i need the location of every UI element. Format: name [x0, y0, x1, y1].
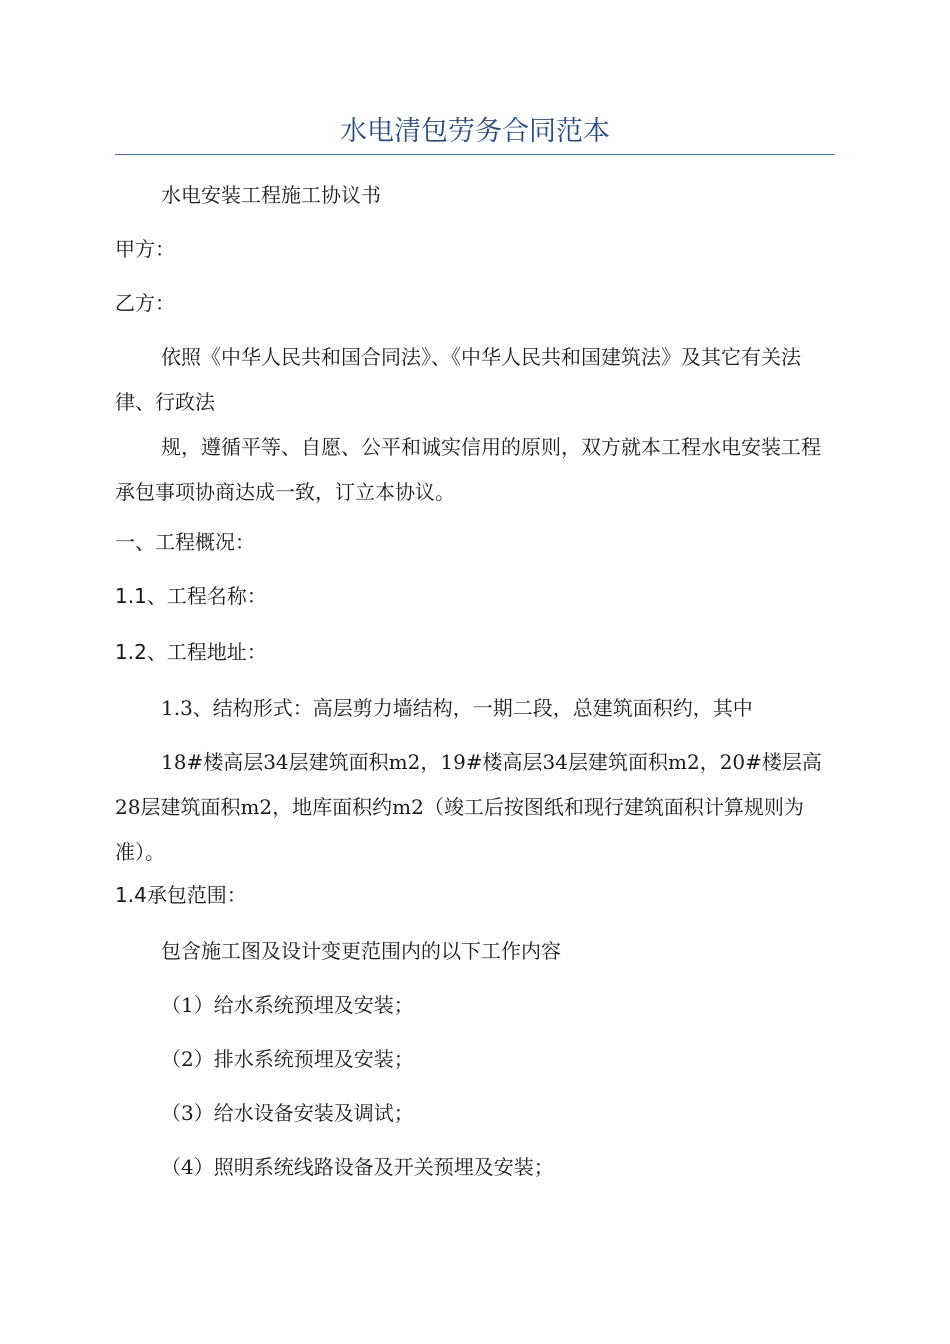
scope-item-4: （4）照明系统线路设备及开关预埋及安装； — [161, 1155, 554, 1179]
document-title: 水电清包劳务合同范本 — [340, 116, 610, 147]
item-text: 承包范围： — [146, 883, 247, 907]
item-contract-scope — [115, 873, 835, 918]
item-number: 1.1 — [115, 584, 147, 608]
item-number: 1.4 — [115, 883, 147, 907]
section-heading-overview: 一、工程概况： — [115, 530, 255, 554]
item-project-address — [115, 630, 835, 675]
scope-item-3: （3）给水设备安装及调试； — [161, 1101, 414, 1125]
legal-basis-paragraph: 依照《中华人民共和国合同法》、《中华人民共和国建筑法》及其它有关法律、行政法 — [115, 345, 801, 414]
scope-item-2: （2）排水系统预埋及安装； — [161, 1047, 414, 1071]
item-project-name — [115, 574, 835, 619]
item-number: 1.2 — [115, 640, 147, 664]
scope-item-1: （1）给水系统预埋及安装； — [161, 993, 414, 1017]
party-a-line: 甲方： — [115, 237, 175, 261]
item-text: 、工程地址： — [146, 640, 267, 664]
principles-paragraph: 规，遵循平等、自愿、公平和诚实信用的原则，双方就本工程水电安装工程承包事项协商达成一致，订立本协议。 — [115, 435, 821, 504]
scope-intro: 包含施工图及设计变更范围内的以下工作内容 — [161, 939, 561, 963]
item-text: 、工程名称： — [146, 584, 267, 608]
title-underline — [115, 154, 835, 155]
party-b-line: 乙方： — [115, 291, 175, 315]
agreement-subtitle: 水电安装工程施工协议书 — [161, 183, 381, 207]
item-structure-form: 1.3、结构形式：高层剪力墙结构，一期二段，总建筑面积约，其中 — [161, 696, 753, 720]
building-areas-paragraph: 18#楼高层34层建筑面积m2，19#楼高层34层建筑面积m2，20#楼层高28层建筑面积m2，地库面积约m2（竣工后按图纸和现行建筑面积计算规则为准）。 — [115, 750, 822, 864]
